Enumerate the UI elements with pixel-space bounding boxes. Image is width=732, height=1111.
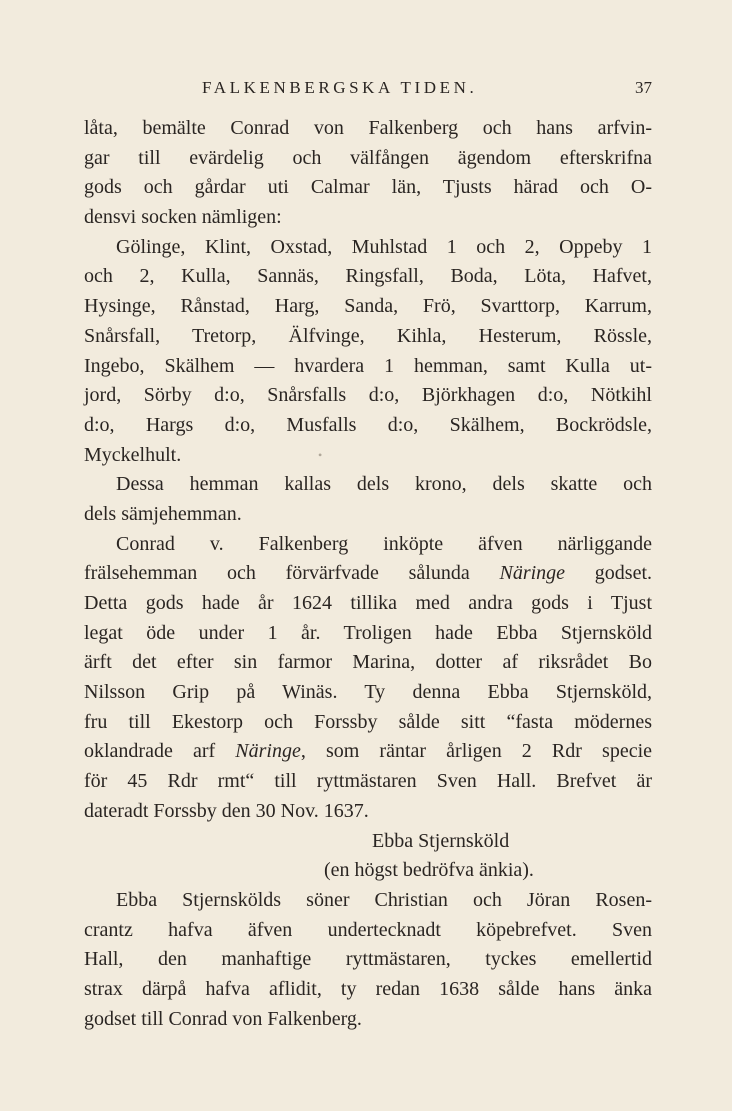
body-text: [84, 114, 652, 1034]
text-line: Conrad v. Falkenberg inköpte äfven närliggande: [116, 532, 652, 555]
text-line: legat öde under 1 år. Troligen hade Ebba Stjernsköld: [84, 621, 652, 644]
text-line: ärft det efter sin farmor Marina, dotter af riksrådet Bo: [84, 651, 652, 674]
text-line: låta, bemälte Conrad von Falkenberg och hans arfvin-: [84, 117, 652, 139]
text-line: Detta gods hade år 1624 tillika med andra gods i Tjust: [84, 592, 652, 614]
page-number: 37: [635, 78, 652, 97]
text-line: Ebba Stjernskölds söner Christian och Jöran Rosen-: [116, 888, 652, 911]
text-line: godset till Conrad von Falkenberg.: [84, 1007, 362, 1030]
text-line: Dessa hemman kallas dels krono, dels skatte och: [116, 473, 652, 496]
text-line: gar till evärdelig och välfången ägendom efterskrifna: [84, 146, 652, 169]
italic-title: Näringe: [235, 740, 301, 763]
text-line: Hall, den manhaftige ryttmästaren, tyckes emellertid: [84, 948, 652, 971]
text-line: crantz hafva äfven undertecknadt köpebrefvet. Sven: [84, 918, 652, 941]
signature-note: (en högst bedröfva änkia).: [324, 859, 534, 882]
signature-name: Ebba Stjernsköld: [372, 829, 510, 852]
text-line: Gölinge, Klint, Oxstad, Muhlstad 1 och 2, Oppeby 1: [116, 235, 652, 258]
text-line: och 2, Kulla, Sannäs, Ringsfall, Boda, Löta, Hafvet,: [84, 265, 652, 288]
text-line: densvi socken nämligen:: [84, 206, 282, 229]
text-line: fru till Ekestorp och Forssby sålde sitt “fasta mödernes: [84, 710, 652, 733]
italic-title: Näringe: [499, 562, 566, 585]
text-line: dels sämjehemman.: [84, 502, 242, 525]
text-line: dateradt Forssby den 30 Nov. 1637.: [84, 799, 369, 822]
text-line: Myckelhult.: [84, 443, 182, 466]
text-line: gods och gårdar uti Calmar län, Tjusts härad och O-: [84, 176, 652, 199]
text-line: frälsehemman och förvärfvade sålunda Näringe godset.: [84, 562, 653, 585]
running-title: FALKENBERGSKA TIDEN.: [202, 78, 478, 97]
text-line: Hysinge, Rånstad, Harg, Sanda, Frö, Svarttorp, Karrum,: [84, 295, 652, 318]
text-line: oklandrade arf Näringe, som räntar årligen 2 Rdr specie: [84, 740, 653, 763]
text-line: för 45 Rdr rmt“ till ryttmästaren Sven Hall. Brefvet är: [84, 770, 652, 793]
text-line: Ingebo, Skälhem — hvardera 1 hemman, samt Kulla ut-: [84, 354, 652, 377]
stray-mark: •: [318, 448, 323, 462]
text-line: strax därpå hafva aflidit, ty redan 1638 sålde hans änka: [84, 977, 652, 1000]
text-line: d:o, Hargs d:o, Musfalls d:o, Skälhem, Bockrödsle,: [84, 413, 652, 436]
text-line: Nilsson Grip på Winäs. Ty denna Ebba Stjernsköld,: [84, 681, 652, 704]
text-line: jord, Sörby d:o, Snårsfalls d:o, Björkhagen d:o, Nötkihl: [84, 384, 652, 407]
text-line: Snårsfall, Tretorp, Älfvinge, Kihla, Hesterum, Rössle,: [84, 324, 652, 347]
